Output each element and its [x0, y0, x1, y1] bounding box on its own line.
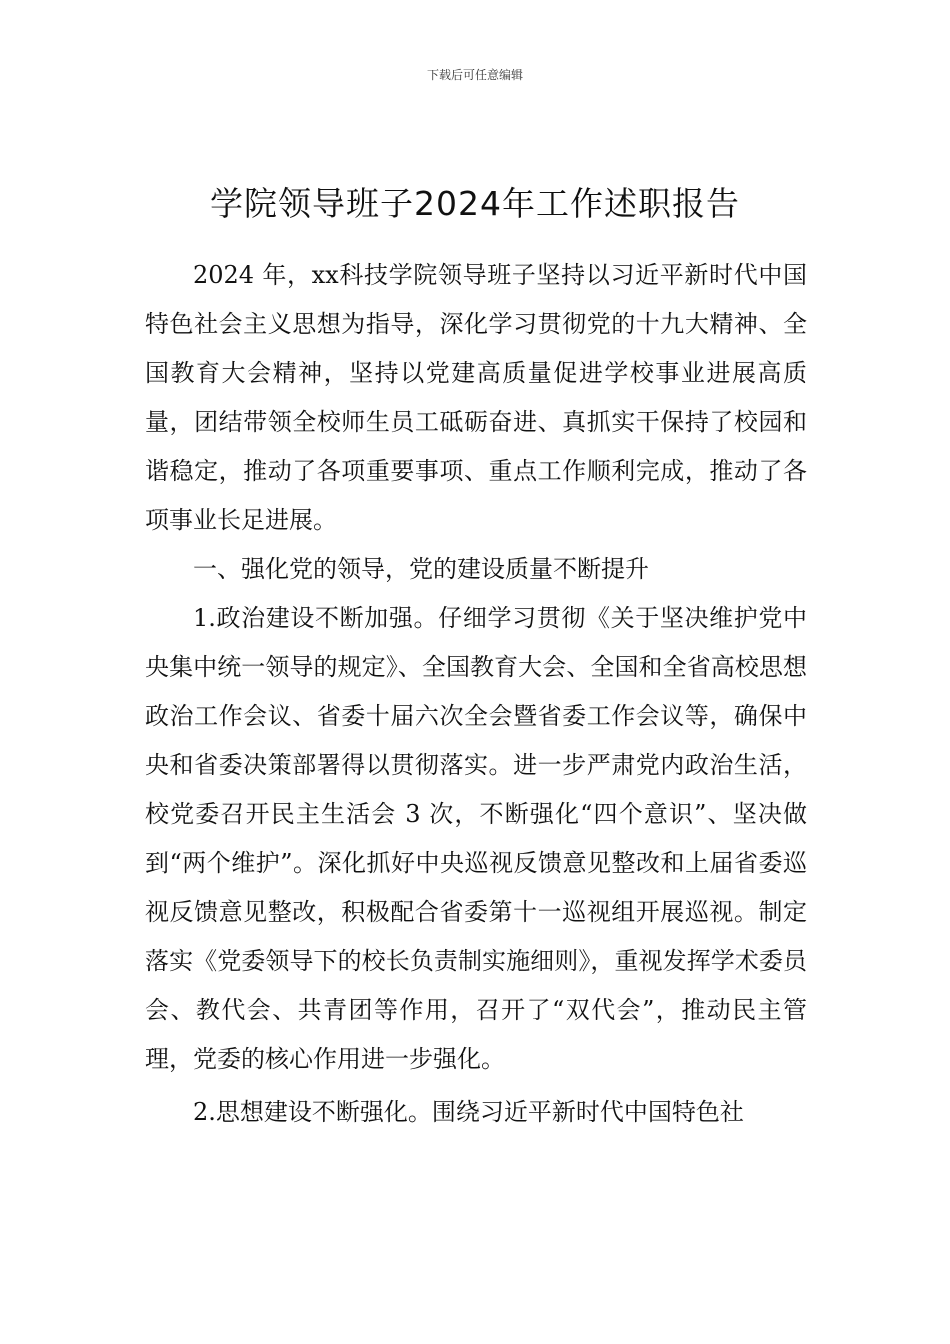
intro-paragraph: 2024 年，xx科技学院领导班子坚持以习近平新时代中国特色社会主义思想为指导，深化学习贯彻党的十九大精神、全国教育大会精神，坚持以党建高质量促进学校事业进展高质量，团结带领全校师生员工砥砺奋进、真抓实干保持了校园和谐稳定，推动了各项重要事项、重点工作顺利完成，推动了各项事业长足进展。: [145, 261, 807, 534]
body-paragraph: 2.思想建设不断强化。围绕习近平新时代中国特色社: [193, 1098, 744, 1126]
header-note: 下载后可任意编辑: [426, 68, 523, 82]
document-body: [145, 251, 807, 1137]
document-title: 学院领导班子2024年工作述职报告: [210, 184, 740, 223]
body-paragraph: 1.政治建设不断加强。仔细学习贯彻《关于坚决维护党中央集中统一领导的规定》、全国教育大会、全国和全省高校思想政治工作会议、省委十届六次全会暨省委工作会议等，确保中央和省委决策部署得以贯彻落实。进一步严肃党内政治生活，校党委召开民主生活会 3 次，不断强化“四个意识”、坚决做到“两个维护”。深化抓好中央巡视反馈意见整改和上届省委巡视反馈意见整改，积极配合省委第十一巡视组开展巡视。制定落实《党委领导下的校长负责制实施细则》，重视发挥学术委员会、教代会、共青团等作用，召开了“双代会”，推动民主管理，党委的核心作用进一步强化。: [145, 604, 807, 1073]
section-heading: 一、强化党的领导，党的建设质量不断提升: [193, 555, 649, 583]
